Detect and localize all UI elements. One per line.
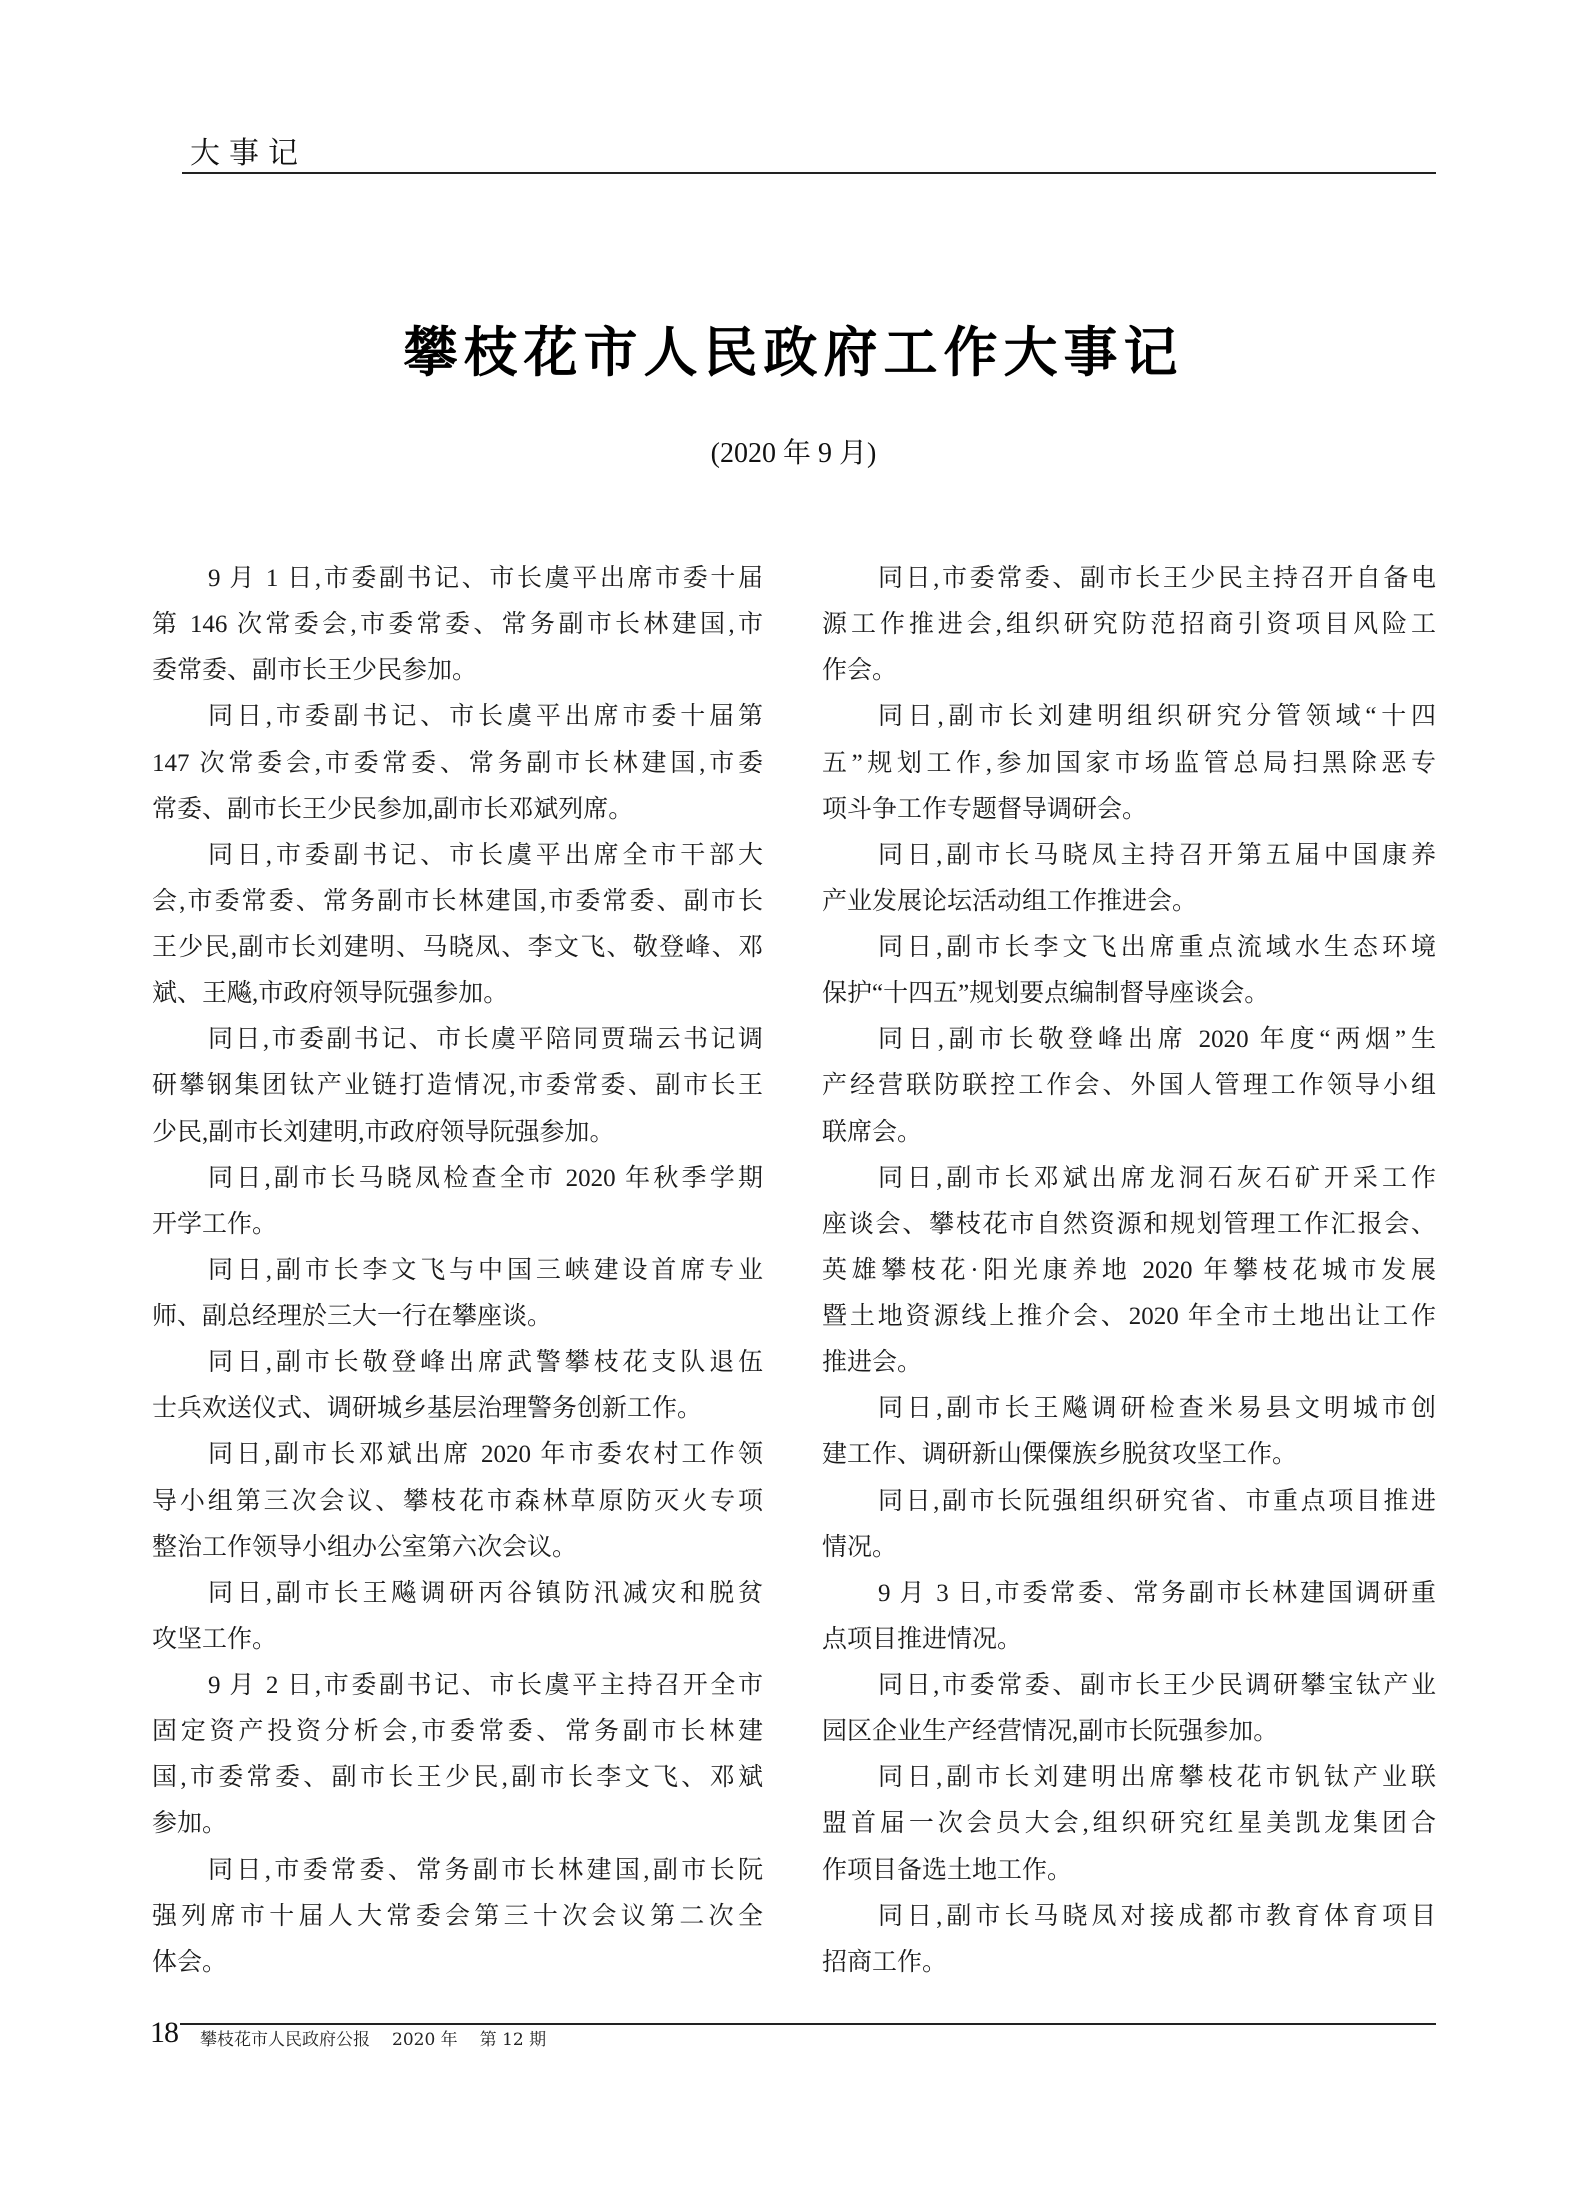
entry-paragraph — [152, 836, 763, 1021]
page-number: 18 — [150, 2016, 178, 2049]
paragraph-line: 英雄攀枝花·阳光康养地 2020 年攀枝花城市发展 — [822, 1256, 1436, 1284]
paragraph-line: 同日,副市长邓斌出席龙洞石灰石矿开采工作 — [878, 1164, 1436, 1192]
entry-paragraph — [152, 1574, 763, 1666]
paragraph-line: 同日,市委副书记、市长虞平出席市委十届第 — [208, 703, 763, 731]
footer-year: 2020 年 — [392, 2030, 458, 2050]
entry-paragraph — [822, 928, 1436, 1020]
entry-paragraph — [152, 1343, 763, 1435]
entry-paragraph — [822, 1666, 1436, 1758]
paragraph-line: 产业发展论坛活动组工作推进会。 — [822, 887, 1198, 915]
paragraph-line: 建工作、调研新山傈僳族乡脱贫攻坚工作。 — [822, 1441, 1298, 1469]
paragraph-line: 同日,副市长王飚调研丙谷镇防汛减灾和脱贫 — [208, 1579, 763, 1607]
paragraph-line: 研攀钢集团钛产业链打造情况,市委常委、副市长王 — [152, 1072, 763, 1100]
paragraph-line: 师、副总经理於三大一行在攀座谈。 — [152, 1303, 553, 1330]
paragraph-line: 作会。 — [822, 657, 898, 685]
entry-paragraph — [822, 1389, 1436, 1481]
entry-paragraph — [822, 559, 1436, 697]
paragraph-line: 强列席市十届人大常委会第三十次会议第二次全 — [152, 1902, 763, 1930]
paragraph-line: 同日,副市长敬登峰出席 2020 年度“两烟”生 — [878, 1026, 1436, 1054]
entry-paragraph — [152, 1851, 763, 1989]
entry-paragraph — [152, 1020, 763, 1158]
paragraph-line: 少民,副市长刘建明,市政府领导阮强参加。 — [152, 1118, 615, 1146]
entry-paragraph — [822, 697, 1436, 835]
paragraph-line: 体会。 — [152, 1948, 228, 1976]
entry-paragraph — [152, 1251, 763, 1343]
paragraph-line: 固定资产投资分析会,市委常委、常务副市长林建 — [152, 1718, 763, 1746]
footer-publication-name: 攀枝花市人民政府公报 — [200, 2030, 370, 2050]
footer-issue: 第 12 期 — [479, 2030, 547, 2050]
paragraph-line: 同日,副市长刘建明组织研究分管领域“十四 — [878, 703, 1436, 731]
paragraph-line: 整治工作领导小组办公室第六次会议。 — [152, 1533, 578, 1561]
header-rule — [182, 172, 1436, 174]
paragraph-line: 同日,市委副书记、市长虞平出席全市干部大 — [208, 841, 763, 869]
entry-paragraph — [152, 1159, 763, 1251]
paragraph-line: 同日,市委常委、常务副市长林建国,副市长阮 — [208, 1856, 763, 1884]
paragraph-line: 同日,副市长刘建明出席攀枝花市钒钛产业联 — [878, 1764, 1436, 1792]
text-column-right — [822, 559, 1436, 1989]
paragraph-line: 同日,副市长李文飞与中国三峡建设首席专业 — [208, 1256, 763, 1284]
paragraph-line: 9 月 3 日,市委常委、常务副市长林建国调研重 — [878, 1579, 1436, 1607]
entry-paragraph — [152, 559, 763, 697]
paragraph-line: 同日,副市长邓斌出席 2020 年市委农村工作领 — [208, 1441, 763, 1469]
paragraph-line: 9 月 1 日,市委副书记、市长虞平出席市委十届 — [208, 565, 763, 592]
text-column-left — [152, 559, 763, 1989]
entry-paragraph — [822, 1897, 1436, 1989]
footer-rule — [180, 2023, 1436, 2025]
paragraph-line: 同日,副市长马晓凤检查全市 2020 年秋季学期 — [208, 1164, 763, 1192]
entry-paragraph — [152, 1666, 763, 1851]
paragraph-line: 同日,副市长阮强组织研究省、市重点项目推进 — [878, 1487, 1436, 1515]
paragraph-line: 同日,副市长王飚调研检查米易县文明城市创 — [878, 1395, 1436, 1423]
paragraph-line: 作项目备选土地工作。 — [822, 1856, 1073, 1884]
entry-paragraph — [822, 1482, 1436, 1574]
paragraph-line: 同日,市委常委、副市长王少民主持召开自备电 — [878, 565, 1436, 592]
paragraph-line: 斌、王飚,市政府领导阮强参加。 — [152, 980, 509, 1008]
paragraph-line: 参加。 — [152, 1810, 228, 1838]
entry-paragraph — [822, 1159, 1436, 1390]
paragraph-line: 项斗争工作专题督导调研会。 — [822, 795, 1148, 823]
paragraph-line: 常委、副市长王少民参加,副市长邓斌列席。 — [152, 795, 634, 823]
paragraph-line: 五”规划工作,参加国家市场监管总局扫黑除恶专 — [822, 749, 1436, 777]
paragraph-line: 士兵欢送仪式、调研城乡基层治理警务创新工作。 — [152, 1395, 703, 1423]
section-header: 大事记 — [190, 136, 307, 171]
paragraph-line: 座谈会、攀枝花市自然资源和规划管理工作汇报会、 — [822, 1210, 1436, 1238]
paragraph-line: 开学工作。 — [152, 1210, 278, 1238]
paragraph-line: 暨土地资源线上推介会、2020 年全市土地出让工作 — [822, 1303, 1436, 1330]
paragraph-line: 点项目推进情况。 — [822, 1625, 1023, 1653]
paragraph-line: 产经营联防联控工作会、外国人管理工作领导小组 — [822, 1072, 1436, 1100]
entry-paragraph — [152, 697, 763, 835]
paragraph-line: 同日,副市长马晓凤主持召开第五届中国康养 — [878, 841, 1436, 869]
paragraph-line: 同日,副市长敬登峰出席武警攀枝花支队退伍 — [208, 1349, 763, 1377]
paragraph-line: 9 月 2 日,市委副书记、市长虞平主持召开全市 — [208, 1672, 763, 1699]
entry-paragraph — [152, 1435, 763, 1573]
paragraph-line: 同日,副市长李文飞出席重点流域水生态环境 — [878, 934, 1436, 961]
paragraph-line: 第 146 次常委会,市委常委、常务副市长林建国,市 — [152, 611, 763, 639]
paragraph-line: 委常委、副市长王少民参加。 — [152, 657, 478, 685]
paragraph-line: 源工作推进会,组织研究防范招商引资项目风险工 — [822, 611, 1436, 639]
page-subtitle-date: (2020 年 9 月) — [710, 438, 877, 469]
paragraph-line: 同日,市委常委、副市长王少民调研攀宝钛产业 — [878, 1672, 1436, 1699]
paragraph-line: 招商工作。 — [822, 1948, 948, 1976]
entry-paragraph — [822, 1574, 1436, 1666]
entry-paragraph — [822, 1758, 1436, 1896]
paragraph-line: 保护“十四五”规划要点编制督导座谈会。 — [822, 980, 1270, 1008]
paragraph-line: 会,市委常委、常务副市长林建国,市委常委、副市长 — [152, 887, 763, 915]
paragraph-line: 盟首届一次会员大会,组织研究红星美凯龙集团合 — [822, 1810, 1436, 1838]
paragraph-line: 导小组第三次会议、攀枝花市森林草原防灭火专项 — [152, 1487, 763, 1515]
paragraph-line: 147 次常委会,市委常委、常务副市长林建国,市委 — [152, 749, 763, 777]
entry-paragraph — [822, 836, 1436, 928]
page-title: 攀枝花市人民政府工作大事记 — [403, 320, 1184, 384]
paragraph-line: 联席会。 — [822, 1118, 923, 1146]
paragraph-line: 情况。 — [822, 1533, 898, 1561]
paragraph-line: 同日,副市长马晓凤对接成都市教育体育项目 — [878, 1902, 1436, 1930]
entry-paragraph — [822, 1020, 1436, 1158]
paragraph-line: 王少民,副市长刘建明、马晓凤、李文飞、敬登峰、邓 — [152, 934, 763, 961]
paragraph-line: 推进会。 — [822, 1349, 923, 1377]
paragraph-line: 同日,市委副书记、市长虞平陪同贾瑞云书记调 — [208, 1026, 763, 1054]
footer-publication-info — [200, 2028, 568, 2052]
paragraph-line: 攻坚工作。 — [152, 1625, 278, 1653]
paragraph-line: 园区企业生产经营情况,副市长阮强参加。 — [822, 1718, 1279, 1746]
paragraph-line: 国,市委常委、副市长王少民,副市长李文飞、邓斌 — [152, 1764, 763, 1792]
